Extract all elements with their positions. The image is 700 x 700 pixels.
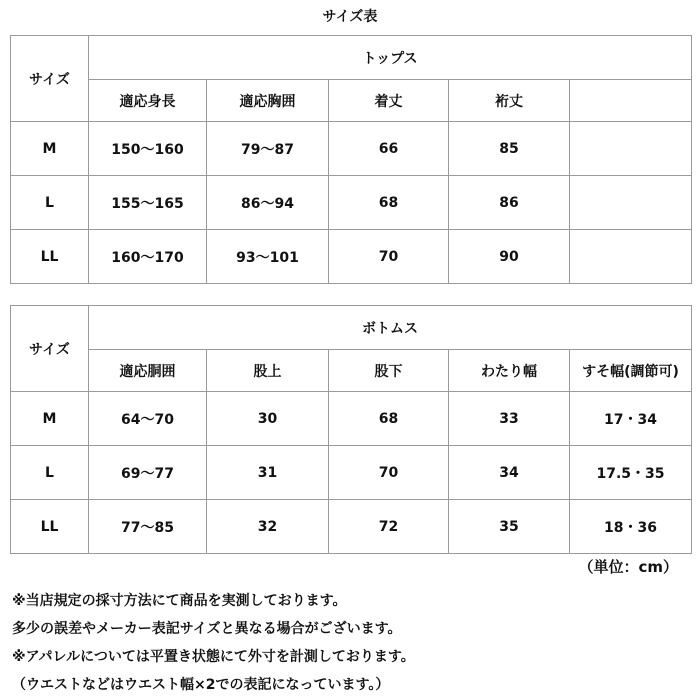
value-cell: 85 xyxy=(449,122,570,176)
column-header: 適応胸囲 xyxy=(207,80,329,122)
value-cell: 32 xyxy=(207,500,329,554)
table-row xyxy=(11,446,692,500)
size-cell: M xyxy=(11,392,89,446)
size-cell: L xyxy=(11,176,89,230)
table-row xyxy=(11,176,692,230)
size-header: サイズ xyxy=(11,36,89,122)
page-title: サイズ表 xyxy=(322,9,378,25)
tops-size-table xyxy=(10,35,692,284)
value-cell xyxy=(570,122,692,176)
value-cell xyxy=(570,230,692,284)
value-cell: 68 xyxy=(329,392,449,446)
value-cell xyxy=(570,176,692,230)
table-row xyxy=(11,500,692,554)
value-cell: 35 xyxy=(449,500,570,554)
value-cell: 64〜70 xyxy=(89,392,207,446)
value-cell: 17.5・35 xyxy=(570,446,692,500)
value-cell: 18・36 xyxy=(570,500,692,554)
size-cell: LL xyxy=(11,230,89,284)
value-cell: 90 xyxy=(449,230,570,284)
size-cell: M xyxy=(11,122,89,176)
value-cell: 155〜165 xyxy=(89,176,207,230)
value-cell: 77〜85 xyxy=(89,500,207,554)
bottoms-size-table xyxy=(10,305,692,554)
value-cell: 86 xyxy=(449,176,570,230)
value-cell: 33 xyxy=(449,392,570,446)
size-cell: LL xyxy=(11,500,89,554)
column-header: すそ幅(調節可) xyxy=(570,350,692,392)
table-row xyxy=(11,230,692,284)
note-line: ※当店規定の採寸方法にて商品を実測しております。 xyxy=(12,593,347,609)
column-header: 股上 xyxy=(207,350,329,392)
note-line: 多少の誤差やメーカー表記サイズと異なる場合がございます。 xyxy=(12,621,402,637)
value-cell: 34 xyxy=(449,446,570,500)
note-line: ※アパレルについては平置き状態にて外寸を計測しております。 xyxy=(12,649,415,665)
value-cell: 160〜170 xyxy=(89,230,207,284)
column-header: 適応胴囲 xyxy=(89,350,207,392)
value-cell: 150〜160 xyxy=(89,122,207,176)
value-cell: 72 xyxy=(329,500,449,554)
note-line: （ウエストなどはウエスト幅×2での表記になっています。） xyxy=(12,677,390,693)
value-cell: 69〜77 xyxy=(89,446,207,500)
value-cell: 31 xyxy=(207,446,329,500)
value-cell: 93〜101 xyxy=(207,230,329,284)
value-cell: 70 xyxy=(329,446,449,500)
column-header: 着丈 xyxy=(329,80,449,122)
size-header: サイズ xyxy=(11,306,89,392)
column-header: 裄丈 xyxy=(449,80,570,122)
size-cell: L xyxy=(11,446,89,500)
bottoms-group-header: ボトムス xyxy=(89,306,692,350)
table-row xyxy=(11,392,692,446)
value-cell: 17・34 xyxy=(570,392,692,446)
value-cell: 68 xyxy=(329,176,449,230)
value-cell: 30 xyxy=(207,392,329,446)
tops-group-header: トップス xyxy=(89,36,692,80)
value-cell: 79〜87 xyxy=(207,122,329,176)
table-row xyxy=(11,122,692,176)
column-header: 股下 xyxy=(329,350,449,392)
unit-label: （単位：cm） xyxy=(578,558,678,576)
column-header xyxy=(570,80,692,122)
column-header: 適応身長 xyxy=(89,80,207,122)
value-cell: 70 xyxy=(329,230,449,284)
value-cell: 86〜94 xyxy=(207,176,329,230)
value-cell: 66 xyxy=(329,122,449,176)
column-header: わたり幅 xyxy=(449,350,570,392)
